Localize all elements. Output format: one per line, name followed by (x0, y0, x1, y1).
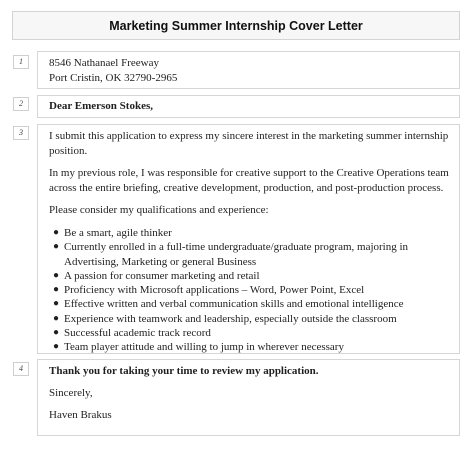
list-item (53, 283, 449, 297)
qualification-text: Be a smart, agile thinker (64, 227, 172, 239)
list-item (53, 226, 449, 240)
signature-name: Haven Brakus (49, 409, 112, 421)
qualifications-list (49, 226, 449, 355)
section-address (37, 51, 460, 89)
list-item (53, 340, 449, 354)
section-closing (37, 359, 460, 436)
section-number-2: 2 (13, 97, 29, 111)
address-line-1: 8546 Nathanael Freeway (49, 57, 159, 69)
list-item (53, 312, 449, 326)
bullet-icon: ● (53, 327, 60, 339)
body-paragraph-1: I submit this application to express my sincere interest in the marketing summer internship position. (49, 130, 449, 157)
qualification-text: Currently enrolled in a full-time undergraduate/graduate program, majoring in Advertising, Marketing or general Business (64, 241, 409, 268)
qualification-text: Proficiency with Microsoft applications – Word, Power Point, Excel (64, 284, 365, 297)
section-body (37, 124, 460, 354)
closing-line: Sincerely, (49, 387, 93, 399)
thank-you-line: Thank you for taking your time to review my application. (49, 365, 319, 377)
section-number-3: 3 (13, 126, 29, 140)
qualification-text: Experience with teamwork and leadership, especially outside the classroom (64, 312, 397, 325)
section-number-4: 4 (13, 362, 29, 376)
bullet-icon: ● (53, 298, 60, 310)
list-item (53, 297, 449, 311)
list-item (53, 240, 449, 269)
body-paragraph-3: Please consider my qualifications and experience: (49, 204, 269, 216)
qualification-text: Successful academic track record (64, 327, 211, 340)
bullet-icon: ● (53, 312, 60, 324)
body-paragraph-2: In my previous role, I was responsible for creative support to the Creative Operations team across the entire briefing, creative development, production, and post-production process. (49, 167, 449, 194)
address-line-2: Port Cristin, OK 32790-2965 (49, 72, 178, 84)
qualification-text: Effective written and verbal communication skills and emotional intelligence (64, 298, 404, 311)
bullet-icon: ● (53, 227, 60, 238)
bullet-icon: ● (53, 341, 60, 353)
document-title: Marketing Summer Internship Cover Letter (109, 18, 363, 33)
section-number-1: 1 (13, 55, 29, 69)
bullet-icon: ● (53, 241, 60, 253)
salutation: Dear Emerson Stokes, (49, 100, 153, 112)
qualification-text: Team player attitude and willing to jump in wherever necessary (64, 341, 344, 354)
list-item (53, 326, 449, 340)
section-salutation (37, 95, 460, 118)
bullet-icon: ● (53, 284, 60, 296)
document-title-bar (12, 11, 460, 40)
list-item (53, 269, 449, 283)
bullet-icon: ● (53, 269, 60, 281)
qualification-text: A passion for consumer marketing and retail (64, 269, 260, 282)
